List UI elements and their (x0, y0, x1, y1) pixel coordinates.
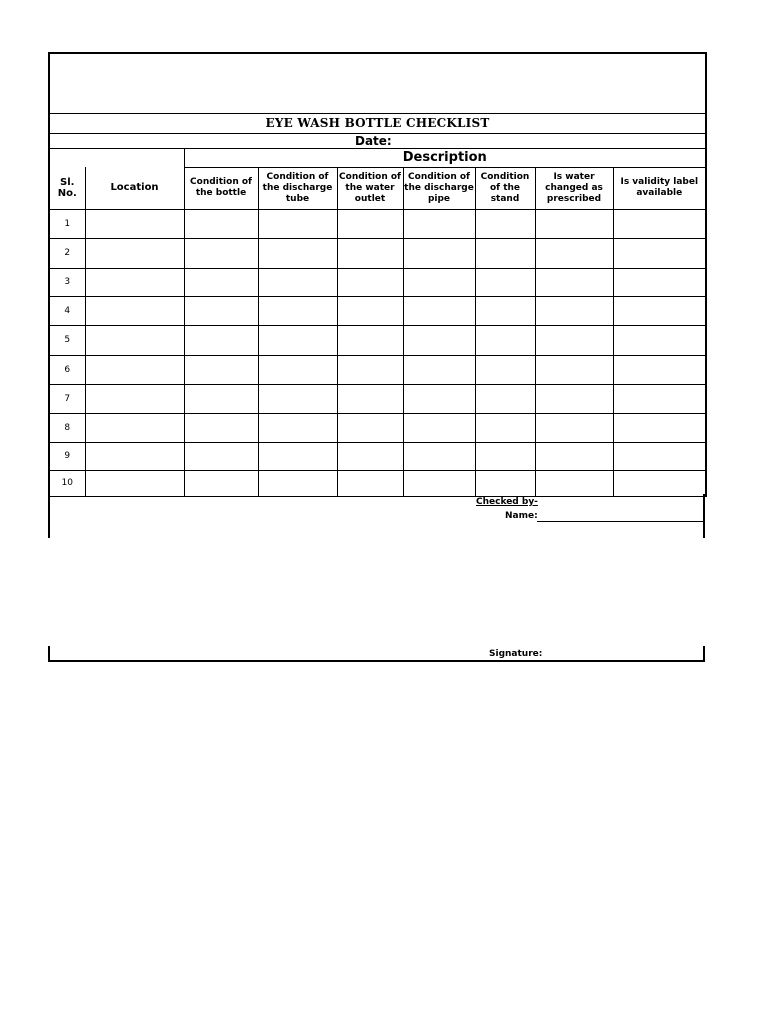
table-cell[interactable] (535, 355, 613, 384)
table-cell[interactable] (403, 238, 475, 268)
table-cell[interactable] (535, 325, 613, 355)
checked-by-label: Checked by- (476, 497, 538, 507)
table-cell[interactable] (184, 238, 258, 268)
table-cell[interactable] (475, 355, 535, 384)
table-cell[interactable] (337, 470, 403, 496)
col-water-outlet: Condition of the water outlet (337, 167, 403, 209)
name-label: Name: (505, 511, 538, 521)
table-cell[interactable] (85, 296, 184, 325)
table-cell[interactable] (403, 384, 475, 413)
table-cell[interactable] (85, 470, 184, 496)
table-row (49, 413, 706, 442)
col-sl-no: Sl. No. (49, 167, 85, 209)
table-row (49, 296, 706, 325)
table-cell[interactable] (258, 442, 337, 470)
table-cell[interactable] (184, 355, 258, 384)
checklist-sheet (48, 52, 705, 497)
table-cell[interactable] (613, 209, 706, 238)
checklist-table (48, 52, 707, 497)
table-cell[interactable] (535, 384, 613, 413)
row-number: 10 (49, 470, 85, 496)
table-cell[interactable] (337, 238, 403, 268)
row-number: 7 (49, 384, 85, 413)
table-row (49, 325, 706, 355)
table-cell[interactable] (613, 325, 706, 355)
table-row (49, 209, 706, 238)
table-cell[interactable] (258, 238, 337, 268)
date-row (49, 133, 706, 148)
table-cell[interactable] (535, 442, 613, 470)
signature-label: Signature: (489, 649, 543, 659)
row-number: 2 (49, 238, 85, 268)
table-cell[interactable] (85, 413, 184, 442)
table-cell[interactable] (184, 470, 258, 496)
table-cell[interactable] (184, 296, 258, 325)
table-cell[interactable] (337, 325, 403, 355)
table-cell[interactable] (535, 268, 613, 296)
table-cell[interactable] (85, 384, 184, 413)
row-number: 8 (49, 413, 85, 442)
column-header-row (49, 167, 706, 209)
row-number: 9 (49, 442, 85, 470)
row-number: 4 (49, 296, 85, 325)
table-cell[interactable] (337, 268, 403, 296)
table-cell[interactable] (403, 296, 475, 325)
table-cell[interactable] (613, 442, 706, 470)
table-cell[interactable] (613, 413, 706, 442)
page-title: EYE WASH BOTTLE CHECKLIST (49, 113, 706, 133)
table-cell[interactable] (184, 209, 258, 238)
table-cell[interactable] (85, 355, 184, 384)
table-cell[interactable] (535, 209, 613, 238)
table-cell[interactable] (258, 384, 337, 413)
table-cell[interactable] (85, 442, 184, 470)
table-cell[interactable] (475, 238, 535, 268)
table-cell[interactable] (535, 470, 613, 496)
checked-by-section (48, 494, 705, 538)
table-cell[interactable] (475, 384, 535, 413)
table-row (49, 238, 706, 268)
table-row (49, 355, 706, 384)
table-cell[interactable] (475, 470, 535, 496)
table-cell[interactable] (184, 268, 258, 296)
table-cell[interactable] (258, 470, 337, 496)
table-cell[interactable] (337, 355, 403, 384)
table-row (49, 470, 706, 496)
description-spacer (49, 148, 184, 167)
table-row (49, 442, 706, 470)
table-cell[interactable] (403, 268, 475, 296)
col-validity-label: Is validity label available (613, 167, 706, 209)
table-cell[interactable] (403, 442, 475, 470)
col-discharge-tube: Condition of the discharge tube (258, 167, 337, 209)
table-cell[interactable] (613, 238, 706, 268)
table-cell[interactable] (475, 325, 535, 355)
table-cell[interactable] (403, 413, 475, 442)
table-cell[interactable] (613, 355, 706, 384)
table-cell[interactable] (403, 470, 475, 496)
signature-section (48, 646, 705, 662)
table-cell[interactable] (85, 209, 184, 238)
table-cell[interactable] (258, 209, 337, 238)
table-cell[interactable] (403, 355, 475, 384)
table-row (49, 268, 706, 296)
row-number: 6 (49, 355, 85, 384)
table-cell[interactable] (535, 413, 613, 442)
table-cell[interactable] (613, 384, 706, 413)
table-cell[interactable] (613, 268, 706, 296)
table-cell[interactable] (85, 268, 184, 296)
col-stand: Condition of the stand (475, 167, 535, 209)
table-cell[interactable] (337, 442, 403, 470)
name-line (537, 521, 705, 522)
table-cell[interactable] (403, 325, 475, 355)
table-cell[interactable] (184, 413, 258, 442)
table-row (49, 384, 706, 413)
row-number: 1 (49, 209, 85, 238)
table-cell[interactable] (337, 296, 403, 325)
col-location: Location (85, 167, 184, 209)
row-number: 5 (49, 325, 85, 355)
table-cell[interactable] (403, 209, 475, 238)
table-cell[interactable] (258, 413, 337, 442)
table-cell[interactable] (475, 413, 535, 442)
table-cell[interactable] (258, 268, 337, 296)
table-cell[interactable] (85, 238, 184, 268)
date-label: Date: (49, 133, 706, 148)
table-cell[interactable] (258, 296, 337, 325)
col-bottle: Condition of the bottle (184, 167, 258, 209)
header-blank-row (49, 53, 706, 113)
description-row (49, 148, 706, 167)
table-cell[interactable] (613, 470, 706, 496)
table-cell[interactable] (475, 209, 535, 238)
row-number: 3 (49, 268, 85, 296)
table-cell[interactable] (613, 296, 706, 325)
table-cell[interactable] (337, 209, 403, 238)
table-cell[interactable] (184, 442, 258, 470)
table-cell[interactable] (337, 413, 403, 442)
table-cell[interactable] (184, 384, 258, 413)
table-cell[interactable] (535, 296, 613, 325)
table-cell[interactable] (475, 268, 535, 296)
table-cell[interactable] (475, 296, 535, 325)
logo-area (49, 53, 706, 113)
table-cell[interactable] (535, 238, 613, 268)
table-cell[interactable] (475, 442, 535, 470)
table-cell[interactable] (85, 325, 184, 355)
table-cell[interactable] (258, 355, 337, 384)
description-label: Description (184, 148, 706, 167)
table-cell[interactable] (258, 325, 337, 355)
table-cell[interactable] (184, 325, 258, 355)
title-row (49, 113, 706, 133)
table-cell[interactable] (337, 384, 403, 413)
col-discharge-pipe: Condition of the discharge pipe (403, 167, 475, 209)
col-water-changed: Is water changed as prescribed (535, 167, 613, 209)
